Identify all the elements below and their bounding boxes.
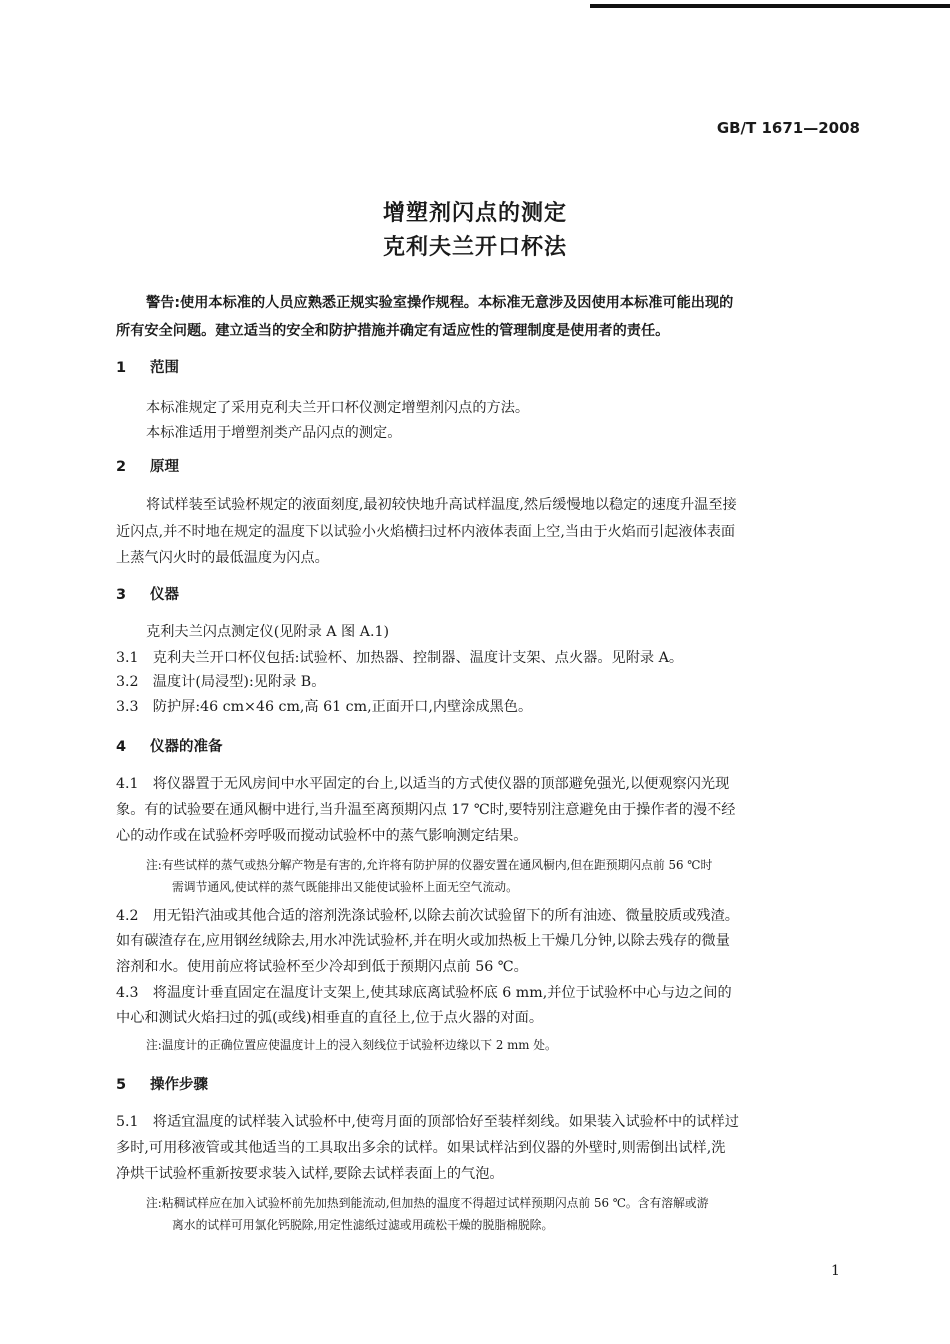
section-heading [116, 1073, 208, 1094]
clause-3-3: 3.3 防护屏:46 cm×46 cm,高 61 cm,正面开口,内壁涂成黑色。 [116, 699, 533, 715]
page-number: 1 [831, 1263, 840, 1279]
paragraph-line: 净烘干试验杯重新按要求装入试样,要除去试样表面上的气泡。 [116, 1166, 504, 1182]
note: 注:粘稠试样应在加入试验杯前先加热到能流动,但加热的温度不得超过试样预期闪点前 56 ℃。含有溶解或游 [146, 1196, 709, 1210]
section-heading [116, 356, 179, 377]
paragraph-line: 中心和测试火焰扫过的弧(或线)相垂直的直径上,位于点火器的对面。 [116, 1010, 544, 1026]
document-subtitle: 克利夫兰开口杯法 [382, 235, 567, 260]
clause-4-2: 4.2 用无铅汽油或其他合适的溶剂洗涤试验杯,以除去前次试验留下的所有油迹、微量胶质或残渣。 [116, 908, 739, 924]
clause-3-2: 3.2 温度计(局浸型):见附录 B。 [116, 674, 326, 690]
note: 注:温度计的正确位置应使温度计上的浸入刻线位于试验杯边缘以下 2 mm 处。 [146, 1038, 557, 1052]
header-rule [590, 4, 950, 8]
section-number: 5 [116, 1077, 127, 1093]
section-heading [116, 583, 179, 604]
section-number: 3 [116, 587, 127, 603]
paragraph-line: 本标准规定了采用克利夫兰开口杯仪测定增塑剂闪点的方法。 [146, 400, 530, 416]
section-title: 范围 [150, 360, 179, 376]
paragraph-line: 多时,可用移液管或其他适当的工具取出多余的试样。如果试样沾到仪器的外壁时,则需倒出试样,洗 [116, 1140, 726, 1156]
note: 注:有些试样的蒸气或热分解产物是有害的,允许将有防护屏的仪器安置在通风橱内,但在距预期闪点前 56 ℃时 [146, 858, 713, 872]
clause-4-3: 4.3 将温度计垂直固定在温度计支架上,使其球底离试验杯底 6 mm,并位于试验杯中心与边之间的 [116, 985, 732, 1001]
section-title: 仪器的准备 [150, 739, 223, 755]
paragraph-line: 将试样装至试验杯规定的液面刻度,最初较快地升高试样温度,然后缓慢地以稳定的速度升温至接 [146, 497, 737, 513]
paragraph-line: 心的动作或在试验杯旁呼吸而搅动试验杯中的蒸气影响测定结果。 [116, 828, 528, 844]
section-heading [116, 455, 179, 476]
note: 需调节通风,使试样的蒸气既能排出又能使试验杯上面无空气流动。 [172, 880, 518, 894]
section-number: 4 [116, 739, 127, 755]
note: 离水的试样可用氯化钙脱除,用定性滤纸过滤或用疏松干燥的脱脂棉脱除。 [172, 1218, 554, 1232]
document-title: 增塑剂闪点的测定 [382, 201, 567, 226]
paragraph-line: 如有碳渣存在,应用钢丝绒除去,用水冲洗试验杯,并在明火或加热板上干燥几分钟,以除去残存的微量 [116, 933, 730, 949]
paragraph-line: 克利夫兰闪点测定仪(见附录 A 图 A.1) [146, 624, 390, 640]
clause-3-1: 3.1 克利夫兰开口杯仪包括:试验杯、加热器、控制器、温度计支架、点火器。见附录 A。 [116, 650, 684, 666]
warning-line: 警告:使用本标准的人员应熟悉正规实验室操作规程。本标准无意涉及因使用本标准可能出现的 [146, 295, 734, 311]
paragraph-line: 溶剂和水。使用前应将试验杯至少冷却到低于预期闪点前 56 ℃。 [116, 959, 528, 975]
section-number: 2 [116, 459, 127, 475]
paragraph-line: 象。有的试验要在通风橱中进行,当升温至离预期闪点 17 ℃时,要特别注意避免由于操作者的漫不经 [116, 802, 736, 818]
warning-line: 所有安全问题。建立适当的安全和防护措施并确定有适应性的管理制度是使用者的责任。 [116, 323, 670, 339]
section-title: 仪器 [150, 587, 179, 603]
paragraph-line: 本标准适用于增塑剂类产品闪点的测定。 [146, 425, 402, 441]
section-title: 操作步骤 [150, 1077, 208, 1093]
section-heading [116, 735, 223, 756]
paragraph-line: 近闪点,并不时地在规定的温度下以试验小火焰横扫过杯内液体表面上空,当由于火焰而引起液体表面 [116, 524, 736, 540]
standard-number: GB/T 1671—2008 [716, 119, 860, 137]
section-title: 原理 [150, 459, 179, 475]
clause-5-1: 5.1 将适宜温度的试样装入试验杯中,使弯月面的顶部恰好至装样刻线。如果装入试验杯中的试样过 [116, 1114, 739, 1130]
section-number: 1 [116, 360, 127, 376]
clause-4-1: 4.1 将仪器置于无风房间中水平固定的台上,以适当的方式使仪器的顶部避免强光,以便观察闪光现 [116, 776, 730, 792]
paragraph-line: 上蒸气闪火时的最低温度为闪点。 [116, 550, 329, 566]
